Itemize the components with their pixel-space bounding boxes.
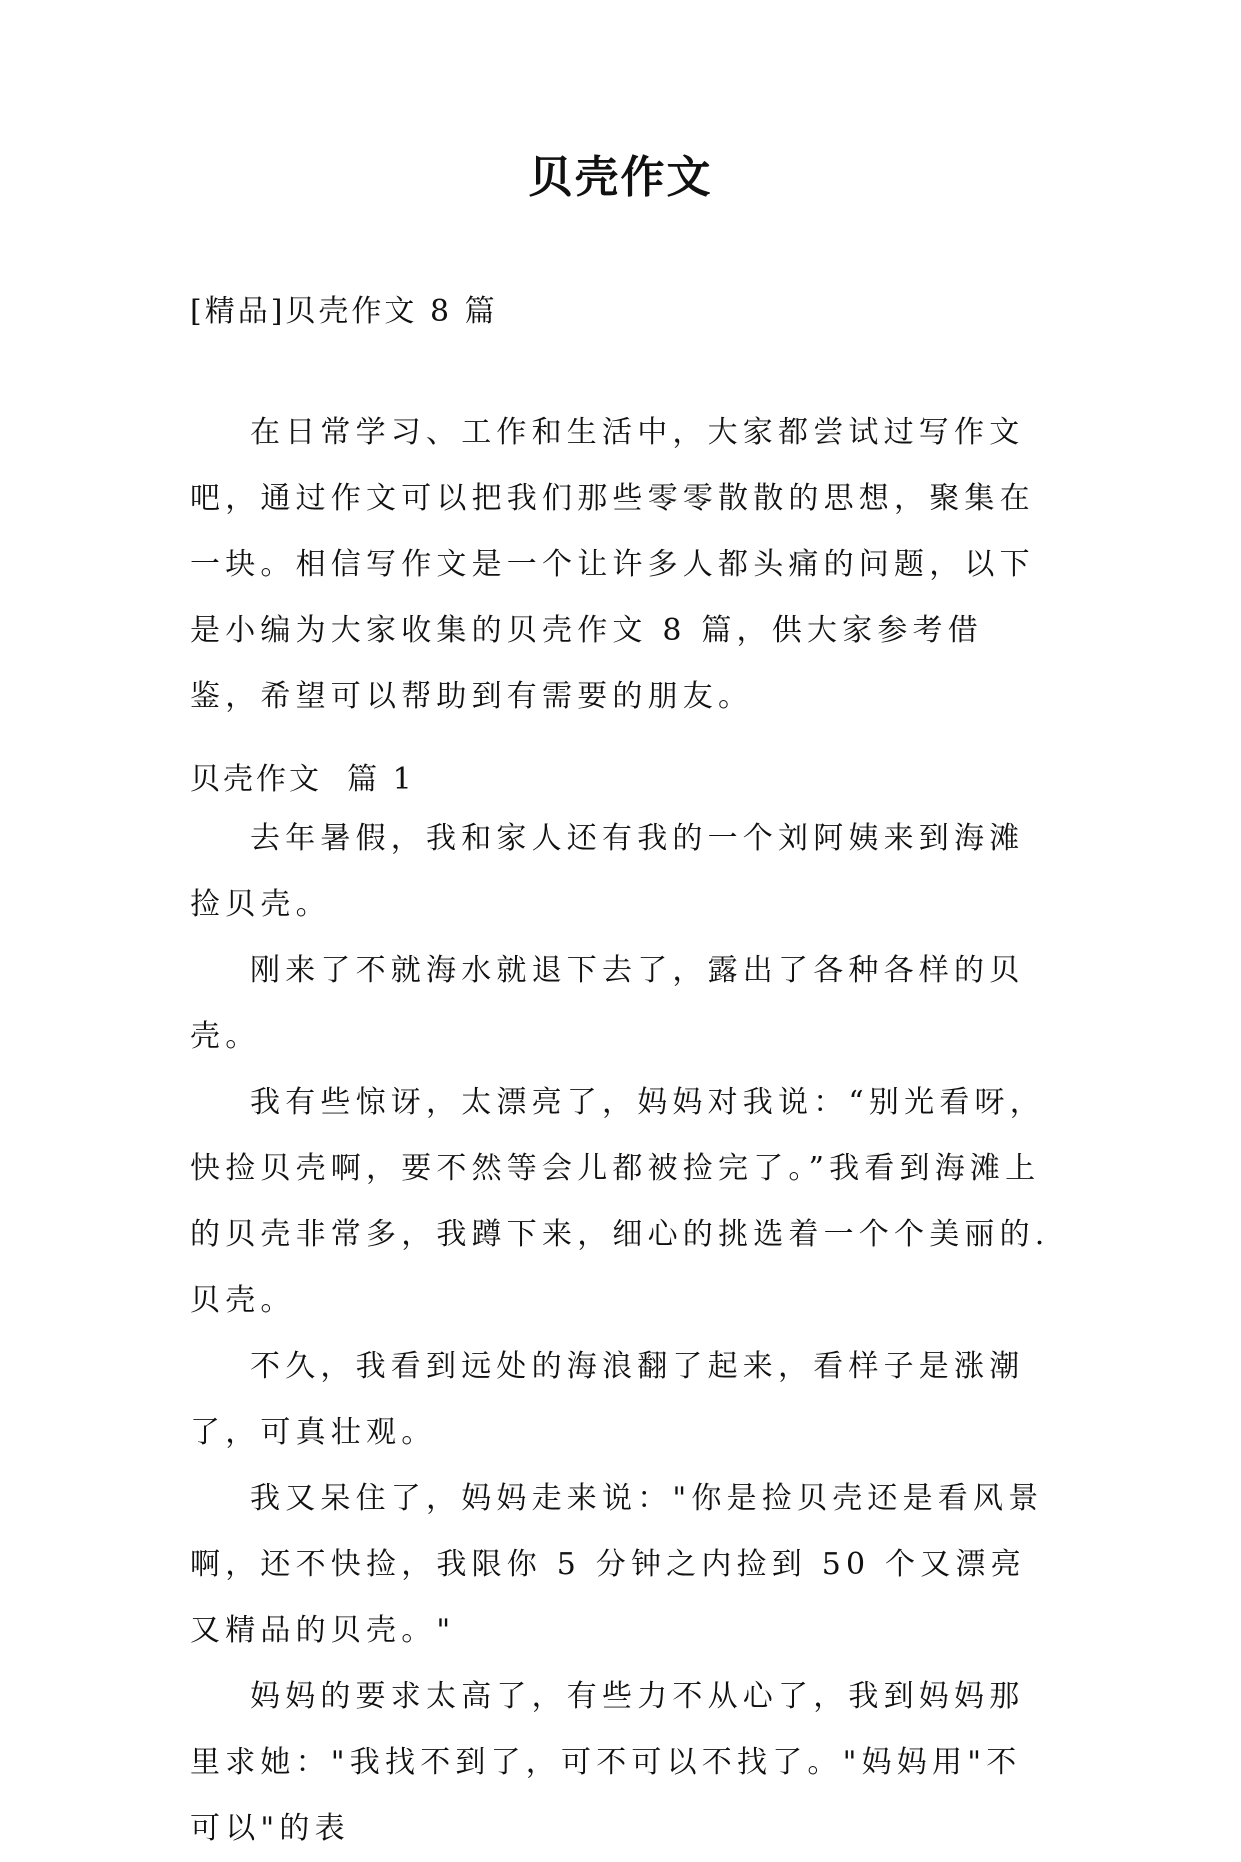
intro-paragraph: 在日常学习、工作和生活中，大家都尝试过写作文吧，通过作文可以把我们那些零零散散的思想，聚集在一块。相信写作文是一个让许多人都头痛的问题，以下是小编为大家收集的贝壳作文 8 篇，供大家参考借鉴，希望可以帮助到有需要的朋友。 (190, 415, 1035, 714)
essay-body (190, 806, 1050, 1862)
paragraph: 刚来了不就海水就退下去了，露出了各种各样的贝壳。 (190, 953, 1025, 1054)
document-title: 贝壳作文 (528, 152, 713, 203)
document-subtitle: [精品]贝壳作文 8 篇 (190, 294, 498, 329)
section-heading: 贝壳作文 篇 1 (190, 762, 415, 797)
paragraph: 我又呆住了，妈妈走来说："你是捡贝壳还是看风景啊，还不快捡，我限你 5 分钟之内捡到 50 个又漂亮又精品的贝壳。" (190, 1481, 1044, 1648)
paragraph: 去年暑假，我和家人还有我的一个刘阿姨来到海滩捡贝壳。 (190, 821, 1025, 922)
intro-section (190, 400, 1050, 730)
paragraph: 妈妈的要求太高了，有些力不从心了，我到妈妈那里求她："我找不到了，可不可以不找了。"妈妈用"不可以"的表 (190, 1679, 1025, 1846)
paragraph: 不久，我看到远处的海浪翻了起来，看样子是涨潮了，可真壮观。 (190, 1349, 1025, 1450)
paragraph: 我有些惊讶，太漂亮了，妈妈对我说：“别光看呀，快捡贝壳啊，要不然等会儿都被捡完了。”我看到海滩上的贝壳非常多，我蹲下来，细心的挑选着一个个美丽的. 贝壳。 (190, 1085, 1050, 1318)
